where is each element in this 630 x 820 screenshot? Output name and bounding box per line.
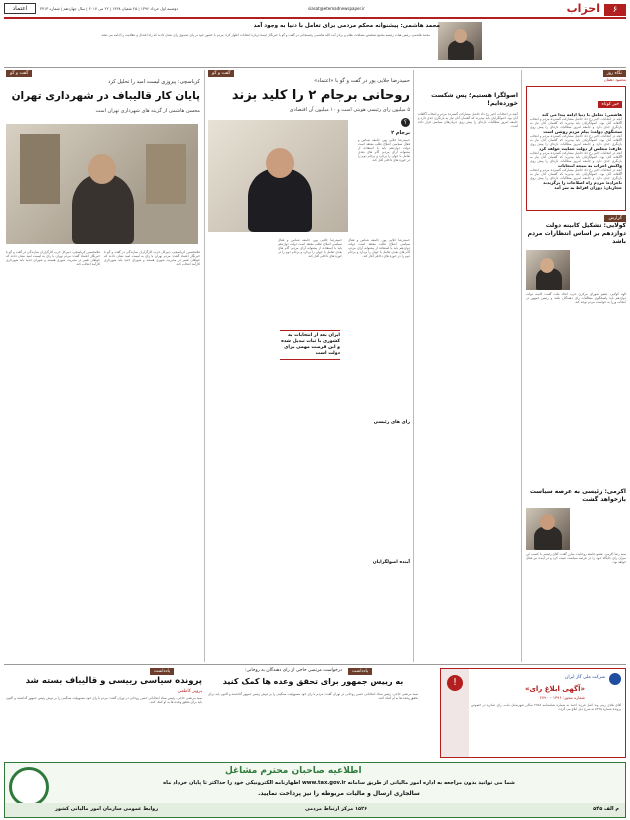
divider (4, 664, 626, 665)
bottom-mid-title: به رییس جمهور برای تحقق وعده ها کمک کنید (222, 677, 404, 686)
lead-story-title: محمد هاشمی: پیشنوانه محکم مردمی برای تعامل با دنیا به وجود آمد (253, 23, 440, 29)
karbaschi-kicker: گفت و گو (6, 70, 32, 77)
page-number-box: ۶ (604, 4, 626, 16)
divider (4, 67, 626, 68)
jalaeipour-pre-title: حمیدرضا جلایی پور در گفت و گو با «اعتماد» (314, 78, 410, 84)
column-divider (413, 70, 414, 662)
opinion-headline: اصولگرا هستیم؛ پس شکست خورده‌ایم! (431, 92, 518, 107)
news-box: خبر کوتاه هاشمی: تعامل با دنیا ادامه پیدا می کند آنچه در انتخابات اخیر رخ داد حاصل مشارکت گسترده مردم و انتخاب آگاهانه آنان بود. اصولگرایان باید بپذیرند که گفتمان آنان نیاز به بازنگری جدی دارد و جامعه امروز مطالبات تازه‌ای را پیش روی سخنگوی دولت: پیام مردم روشن است آنچه در انتخابات اخیر رخ داد حاصل مشارکت گسترده مردم و انتخاب آگاهانه آنان بود. اصولگرایان باید بپذیرند که گفتمان آنان نیاز به بازنگری جدی دارد و جامعه امروز مطالبات تازه‌ای را پیش روی عارف: مجلس از دولت حمایت خواهد کرد آنچه در انتخابات اخیر رخ داد حاصل مشارکت گسترده مردم و انتخاب آگاهانه آنان بود. اصولگرایان باید بپذیرند که گفتمان آنان نیاز به بازنگری جدی دارد و جامعه امروز مطالبات تازه‌ای را پیش روی واکنش احزاب به نتیجه انتخابات آنچه در انتخابات اخیر رخ داد حاصل مشارکت گسترده مردم و انتخاب آگاهانه آنان بود. اصولگرایان باید بپذیرند که گفتمان آنان نیاز به بازنگری جدی دارد و جامعه امروز مطالبات تازه‌ای را پیش روی تاجزاده: مردم راه اصلاحات را برگزیدند حجاریان: دوران افراط به سر آمد (526, 86, 626, 211)
tax-ad-hotline[interactable]: ۱۵۲۶ مرکز ارتباط مردمی (305, 806, 368, 812)
newspaper-logo: اعتماد (4, 3, 36, 14)
news-item[interactable]: حجاریان: دوران افراط به سر آمد (554, 185, 622, 190)
akrami-title: اکرمی: رئیسی به عرصه سیاست بازخواهد گشت (529, 488, 626, 503)
news-item[interactable]: تاجزاده: مردم راه اصلاحات را برگزیدند (542, 180, 622, 185)
column-divider (521, 70, 522, 662)
tax-ad-footer: روابط عمومی سازمان امور مالیاتی کشور (55, 806, 159, 812)
news-item[interactable]: هاشمی: تعامل با دنیا ادامه پیدا می کند (541, 112, 622, 117)
ad-number: شماره مجوز: ۱۳۹۶ – ۲۷۹۰ (539, 695, 585, 700)
karbaschi-body-col2: غلامحسین کرباسچی، دبیرکل حزب کارگزاران سازندگی در گفت و گو با خبرنگار اعتماد گفت: مردم تهران با رای به لیست امید نشان دادند که خواهان تغییر در مدیریت شهری هستند و شورای جدید باید شهرداری کارآمد انتخاب کند. (6, 250, 100, 267)
ad-box (440, 668, 626, 758)
jalaeipour-photo (208, 120, 348, 232)
jalaeipour-intro: حمیدرضا جلایی پور، جامعه شناس و فعال سیاسی اصلاح طلب معتقد است دولت دوازدهم باید با استفاده از پشتوانه آرای مردم، گام های بعدی تعامل با جهان را بردارد و برجام دوم را در حوزه های داخلی آغاز کند. (358, 138, 410, 163)
jalaeipour-body-col2: حمیدرضا جلایی پور، جامعه شناس و فعال سیاسی اصلاح طلب معتقد است دولت دوازدهم باید با استفاده از پشتوانه آرای مردم، گام های بعدی تعامل با جهان را بردارد و برجام دوم را در حوزه های داخلی آغاز کند. (278, 238, 342, 259)
ad-side-strip (441, 669, 469, 757)
kolahi-title: کولایی: تشکیل کابینه دولت دوازدهم بر اساس انتظارات مردم باشد (527, 222, 626, 245)
karbaschi-photo (6, 124, 198, 244)
tax-ad-banner (4, 762, 626, 818)
jalaeipour-pullquote: ایران بعد از انتخابات به کشوری با ثبات تبدیل شده و این فرصت مهمی برای دولت است (280, 330, 340, 360)
right-column-header: نگاه روز (603, 70, 626, 77)
bottom-mid-kicker: یادداشت (348, 668, 372, 675)
bottom-mid-body: سید مرتضی حاجی، رئیس ستاد انتخاباتی حسن روحانی در تهران گفت: مردم با رای خود مسوولیت سنگینی را بر دوش رئیس جمهور گذاشتند و اکنون باید برای تحقق وعده ها به او کمک کنند. (208, 692, 418, 701)
lead-story-body: محمد هاشمی، رئیس هیات رئیسه مجمع تشخیص مصلحت نظام و برادر آیت الله هاشمی رفسنجانی در گفت و گو با خبرنگار ایسنا درباره انتخابات اظهار کرد: مردم با حضور خود در پای صندوق رای نشان دادند که راه اعتدال و عقلانیت را ادامه می دهند. (100, 33, 430, 37)
bottom-mid-pre-title: درخواست مرتضی حاجی از رای دهندگان به روحانی: (244, 668, 342, 673)
tax-logo-icon (9, 767, 49, 807)
tax-ad-code: م الف ۵۴۵ (593, 806, 619, 812)
column-divider (204, 70, 205, 662)
kolahi-body: الهه کولایی، عضو شورای مرکزی حزب اتحاد ملت گفت: کابینه دولت دوازدهم باید پاسخگوی مطالبات رای دهندگان باشد و رئیس جمهور در انتخاب وزرا به خواست مردم توجه کند. (526, 292, 626, 305)
date-line: دوشنبه اول خرداد ۱۳۹۶ | ۲۵ شعبان ۱۴۳۸ | ۲۲ می ۲۰۱۷ | سال چهاردهم | شماره ۳۷۱۳ (40, 6, 179, 11)
ad-company: شرکت ملی گاز ایران (565, 675, 605, 680)
right-column-author: محمود دهقان (603, 78, 626, 82)
akrami-body: سید رضا اکرمی، عضو جامعه روحانیت مبارز گفت: آقای رئیسی با کسب این میزان رای جایگاه خود را در عرصه سیاست تثبیت کرد و در آینده نیز فعال خواهد بود. (526, 552, 626, 565)
jalaeipour-question: رای های رئیسی (350, 420, 410, 425)
ad-title: «آگهی ابلاغ رای» (524, 685, 585, 693)
gas-logo-icon (609, 673, 621, 685)
tax-ad-line2: سالجاری ارسال و مالیات مربوطه را نیز پرداخت نمایید. (258, 790, 420, 797)
news-item[interactable]: سخنگوی دولت: پیام مردم روشن است (543, 129, 622, 134)
question-icon: ؟ (401, 118, 410, 127)
karbaschi-pre-title: کرباسچی: پیروزی لیست امید را تحلیل کرد (108, 79, 200, 85)
karbaschi-subtitle: محسن هاشمی از گزینه های شهرداری تهران است (95, 108, 200, 114)
bottom-left-kicker: یادداشت (150, 668, 174, 675)
kolahi-header: گزارش (604, 215, 626, 222)
bottom-left-author: پرویز کاظمی (177, 689, 202, 694)
ad-body: آقای هادی زینی وند اصل فرزند احمد به شماره شناسنامه ۲۷۸۸ ساکن شهرستان بناب، رای صادره در خصوص پرونده شماره ۵۲۹۵ به شرح ذیل ابلاغ می گردد. (471, 703, 621, 712)
karbaschi-body-col1: غلامحسین کرباسچی، دبیرکل حزب کارگزاران سازندگی در گفت و گو با خبرنگار اعتماد گفت: مردم تهران با رای به لیست امید نشان دادند که خواهان تغییر در مدیریت شهری هستند و شورای جدید باید شهرداری کارآمد انتخاب کند. (104, 250, 200, 267)
top-rule (4, 17, 626, 19)
hashemi-photo (438, 22, 482, 60)
kolahi-photo (526, 250, 570, 290)
bottom-left-title: پرونده سیاسی رییسی و قالیباف بسته شد (25, 676, 202, 686)
jalaeipour-title: روحانی برجام ۲ را کلید بزند (231, 88, 410, 103)
jalaeipour-body-col1: حمیدرضا جلایی پور، جامعه شناس و فعال سیاسی اصلاح طلب معتقد است دولت دوازدهم باید با استفاده از پشتوانه آرای مردم، گام های بعدی تعامل با جهان را بردارد و برجام دوم را در حوزه های داخلی آغاز کند. (348, 238, 410, 259)
tax-ad-title: اطلاعیه صاحبان محترم مشاغل (225, 766, 362, 776)
jalaeipour-question: برجام ۲ (391, 130, 410, 136)
tax-ad-line1: شما می توانید بدون مراجعه به اداره امور مالیاتی از طریق سامانه www.tax.gov.ir اظهارنامه الکترونیکی خود را حداکثر تا پایان خرداد ماه (163, 780, 515, 786)
karbaschi-title: پایان کار قالیباف در شهرداری تهران (11, 90, 200, 102)
news-item[interactable]: واکنش احزاب به نتیجه انتخابات (558, 163, 622, 168)
news-box-header: خبر کوتاه (598, 101, 622, 108)
bottom-left-body: سید مرتضی حاجی، رئیس ستاد انتخاباتی حسن روحانی در تهران گفت: مردم با رای خود مسوولیت سنگینی را بر دوش رئیس جمهور گذاشتند و اکنون باید برای تحقق وعده ها به او کمک کنند. (6, 696, 202, 705)
website[interactable]: siasat@etemadnewspaper.ir (308, 6, 365, 11)
jalaeipour-question: آینده اصولگرایان (350, 560, 410, 565)
jalaeipour-kicker: گفت و گو (208, 70, 234, 77)
info-icon: ! (447, 675, 463, 691)
section-title: احزاب (566, 2, 600, 15)
news-item[interactable]: عارف: مجلس از دولت حمایت خواهد کرد (539, 146, 622, 151)
akrami-photo (526, 508, 570, 550)
jalaeipour-subtitle: ۵ میلیون رای رئیسی هویتی است و ۱۰ میلیون آن اقتصادی (289, 107, 410, 113)
opinion-body: آنچه در انتخابات اخیر رخ داد حاصل مشارکت گسترده مردم و انتخاب آگاهانه آنان بود. اصولگرایان باید بپذیرند که گفتمان آنان نیاز به بازنگری جدی دارد و جامعه امروز مطالبات تازه‌ای را پیش روی جریان‌های سیاسی قرار داده است. (418, 112, 518, 129)
